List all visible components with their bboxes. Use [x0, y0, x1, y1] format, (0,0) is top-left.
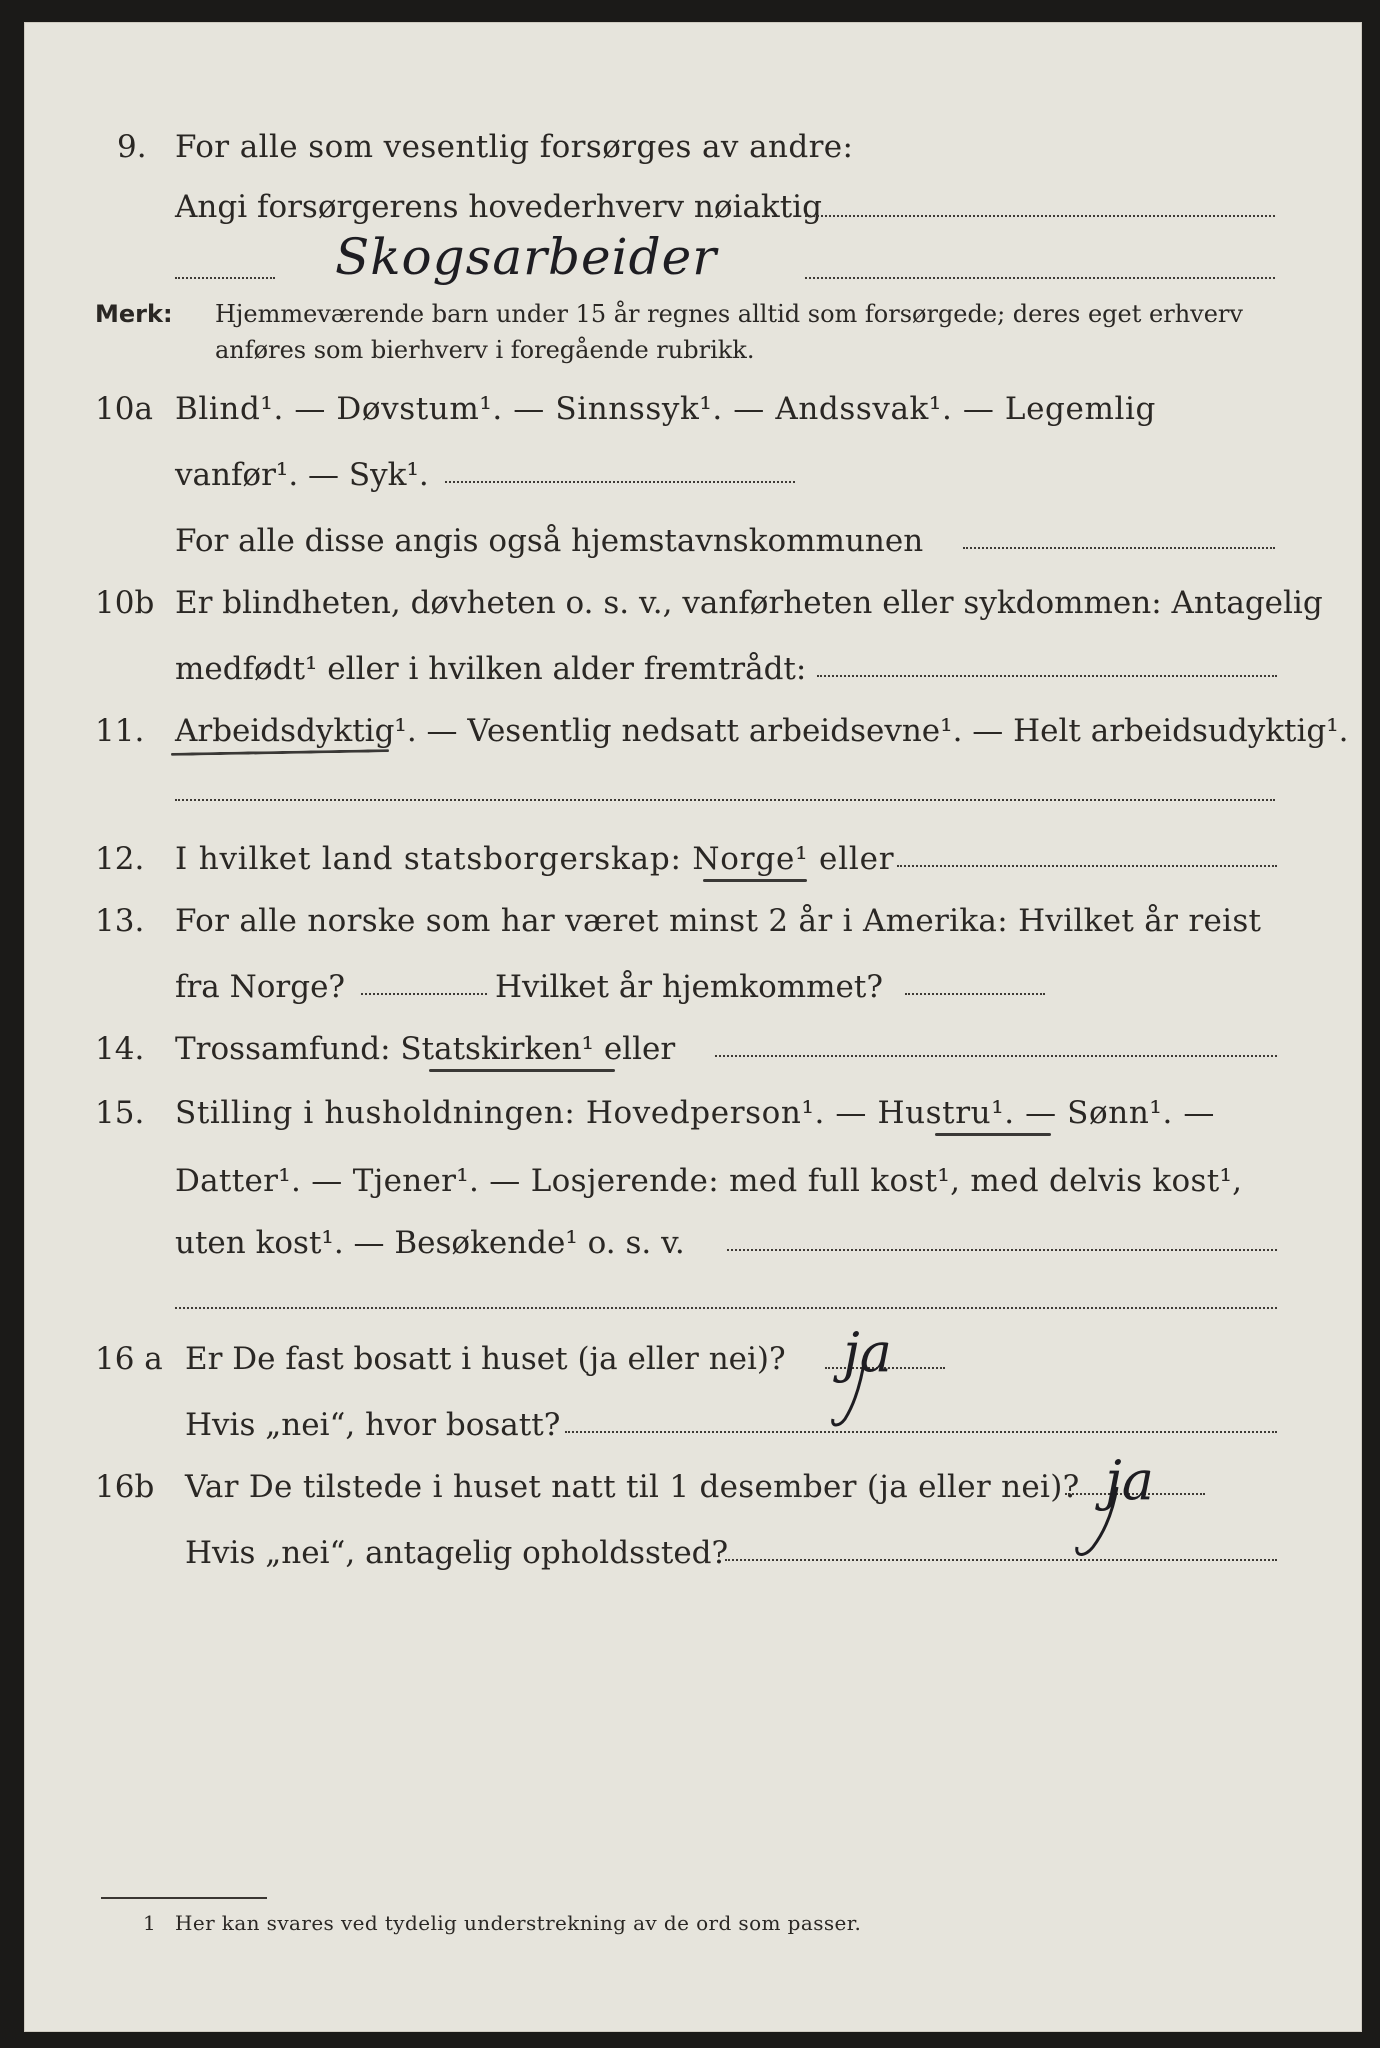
- item-number-16b: 16b: [95, 1469, 155, 1505]
- q13-line2a: fra Norge?: [175, 969, 346, 1005]
- q16a-handwritten-answer: ja: [843, 1321, 892, 1384]
- census-form-page: [24, 22, 1362, 2032]
- q12-line1: I hvilket land statsborgerskap: Norge¹ eller: [175, 841, 895, 877]
- q9-answer-line-2b: [805, 277, 1275, 279]
- note-line1: Hjemmeværende barn under 15 år regnes alltid som forsørgede; deres eget erhverv: [215, 300, 1243, 328]
- q11-line1: Arbeidsdyktig¹. — Vesentlig nedsatt arbeidsevne¹. — Helt arbeidsudyktig¹.: [175, 713, 1349, 749]
- item-number-15: 15.: [95, 1095, 145, 1131]
- q16b-handwritten-answer: ja: [1105, 1449, 1154, 1512]
- q16b-line1: Var De tilstede i huset natt til 1 desember (ja eller nei)?: [185, 1469, 1080, 1505]
- q9-line2: Angi forsørgerens hovederhverv nøiaktig: [175, 189, 822, 225]
- q15-answer-line-2: [175, 1307, 1277, 1309]
- item-number-13: 13.: [95, 903, 145, 939]
- q10a-home-municipality-line: [963, 547, 1275, 549]
- q16a-handwriting-stroke: [825, 1353, 885, 1433]
- q16b-handwriting-stroke: [1065, 1483, 1135, 1563]
- item-number-14: 14.: [95, 1031, 145, 1067]
- form-sheet: [25, 23, 1361, 2031]
- note-label: Merk:: [95, 300, 173, 328]
- q16b-whereabouts-line: [725, 1559, 1277, 1561]
- item-number-12: 12.: [95, 841, 145, 877]
- q10b-line1: Er blindheten, døvheten o. s. v., vanførheten eller sykdommen: Antagelig: [175, 585, 1323, 621]
- q12-underline-norge: [703, 879, 807, 882]
- q9-answer-line-2a: [175, 277, 275, 279]
- item-number-16a: 16 a: [95, 1341, 163, 1377]
- q16a-line1: Er De fast bosatt i huset (ja eller nei)?: [185, 1341, 786, 1377]
- q15-line3: uten kost¹. — Besøkende¹ o. s. v.: [175, 1225, 685, 1261]
- q11-answer-line: [175, 799, 1275, 801]
- q11-underline-arbeidsdyktig: [171, 749, 389, 756]
- q10b-line2: medfødt¹ eller i hvilken alder fremtrådt:: [175, 651, 807, 687]
- q10a-answer-line: [445, 481, 795, 483]
- footnote-mark: 1: [143, 1911, 156, 1935]
- item-number-10b: 10b: [95, 585, 155, 621]
- q15-line2: Datter¹. — Tjener¹. — Losjerende: med full kost¹, med delvis kost¹,: [175, 1163, 1243, 1199]
- q10a-line1: Blind¹. — Døvstum¹. — Sinnssyk¹. — Andssvak¹. — Legemlig: [175, 391, 1156, 427]
- q15-line1: Stilling i husholdningen: Hovedperson¹. — Hustru¹. — Sønn¹. —: [175, 1095, 1215, 1131]
- footnote-rule: [101, 1897, 267, 1899]
- q15-underline-hustru: [935, 1133, 1051, 1136]
- q16b-line2: Hvis „nei“, antagelig opholdssted?: [185, 1535, 729, 1571]
- q9-answer-line: [805, 215, 1275, 217]
- q15-answer-line: [727, 1249, 1277, 1251]
- item-number-11: 11.: [95, 713, 145, 749]
- q14-underline-statskirken: [429, 1069, 615, 1072]
- q9-handwritten-answer: Skogsarbeider: [335, 228, 718, 286]
- note-line2: anføres som bierhverv i foregående rubrikk.: [215, 336, 755, 364]
- q9-line1: For alle som vesentlig forsørges av andre:: [175, 129, 854, 165]
- item-number-10a: 10a: [95, 391, 153, 427]
- q16a-line2: Hvis „nei“, hvor bosatt?: [185, 1407, 561, 1443]
- q10a-line3: For alle disse angis også hjemstavnskommunen: [175, 523, 924, 559]
- q13-line1: For alle norske som har været minst 2 år i Amerika: Hvilket år reist: [175, 903, 1262, 939]
- q14-line1: Trossamfund: Statskirken¹ eller: [175, 1031, 676, 1067]
- q13-departure-year-line: [361, 993, 487, 995]
- q13-return-year-line: [905, 993, 1045, 995]
- q10a-line2: vanfør¹. — Syk¹.: [175, 457, 429, 493]
- q10b-answer-line: [817, 675, 1277, 677]
- item-number-9: 9.: [117, 129, 147, 165]
- q12-answer-line: [897, 865, 1277, 867]
- q16a-residence-line: [565, 1431, 1277, 1433]
- footnote-text: Her kan svares ved tydelig understrekning av de ord som passer.: [175, 1911, 862, 1935]
- q14-answer-line: [715, 1055, 1277, 1057]
- q13-line2b: Hvilket år hjemkommet?: [495, 969, 883, 1005]
